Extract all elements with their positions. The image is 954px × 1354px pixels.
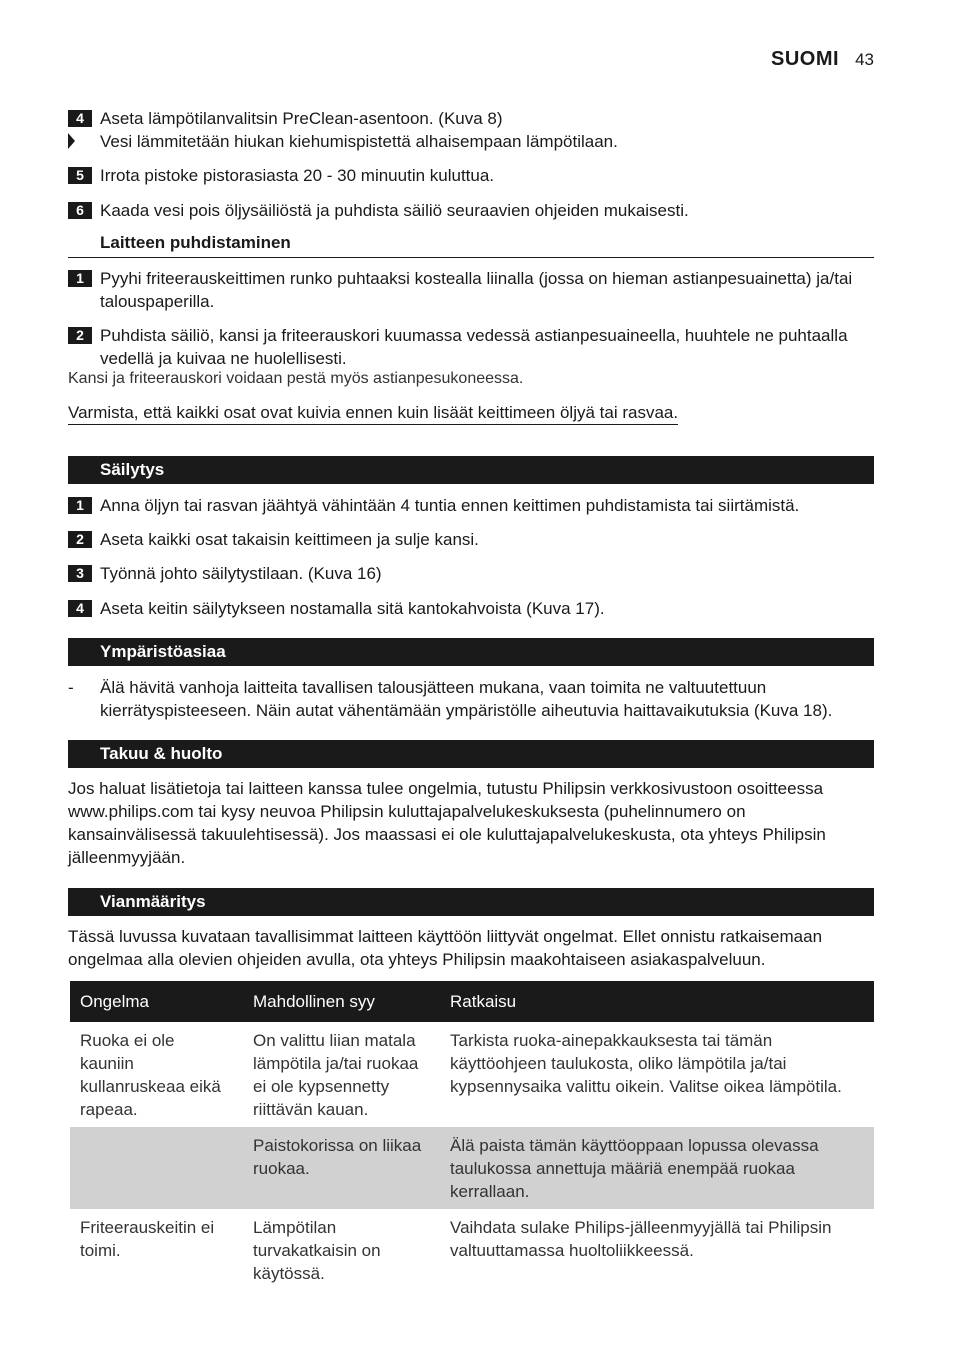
- step-text: Aseta kaikki osat takaisin keittimeen ja sulje kansi.: [100, 530, 479, 549]
- cleaning-note: Kansi ja friteerauskori voidaan pestä myös astianpesukoneessa.: [68, 370, 524, 387]
- table-cell: Friteerauskeitin ei toimi.: [80, 1218, 215, 1260]
- environment-heading: Ympäristöasiaa: [100, 642, 226, 661]
- step-text: Anna öljyn tai rasvan jäähtyä vähintään 4 tuntia ennen keittimen puhdistamista tai siirtämistä.: [100, 496, 800, 515]
- page-number: 43: [855, 50, 874, 69]
- table-cell: On valittu liian matala lämpötila ja/tai ruokaa ei ole kypsennetty riittävän kauan.: [253, 1031, 419, 1119]
- table-cell: Lämpötilan turvakatkaisin on käytössä.: [253, 1218, 381, 1283]
- step-number: 2: [68, 327, 92, 344]
- table-row: [70, 1127, 874, 1209]
- column-header-solution: Ratkaisu: [440, 981, 874, 1022]
- table-row: [70, 1209, 874, 1291]
- column-header-cause: Mahdollinen syy: [243, 981, 440, 1022]
- troubleshooting-table: [70, 981, 874, 1291]
- environment-text: Älä hävitä vanhoja laitteita tavallisen talousjätteen mukana, vaan toimita ne valtuutettuun kierrätyspisteeseen. Näin autat vähentämään ympäristölle aiheutuvia haittavaikutuksia (Kuva 18).: [100, 678, 833, 720]
- cleaning-heading: Laitteen puhdistaminen: [100, 233, 291, 252]
- storage-section-bar: [68, 456, 874, 484]
- column-header-problem: Ongelma: [70, 981, 243, 1022]
- table-cell: Vaihdata sulake Philips-jälleenmyyjällä tai Philipsin valtuuttamassa huoltoliikkeessä.: [450, 1218, 832, 1260]
- step-text: Irrota pistoke pistorasiasta 20 - 30 minuutin kuluttua.: [100, 166, 495, 185]
- step-text: Pyyhi friteerauskeittimen runko puhtaaksi kostealla liinalla (jossa on hieman astianpesuainetta) ja/tai talouspaperilla.: [100, 269, 853, 311]
- warranty-heading: Takuu & huolto: [100, 744, 223, 763]
- heading-rule: [68, 257, 874, 258]
- table-row: [70, 1022, 874, 1127]
- list-bullet: -: [68, 678, 74, 697]
- table-header-row: [70, 981, 874, 1022]
- table-cell: Tarkista ruoka-ainepakkauksesta tai tämän käyttöohjeen taulukosta, oliko lämpötila ja/tai kypsennysaika valittu oikein. Valitse oikea lämpötila.: [450, 1031, 842, 1096]
- step-text: Aseta keitin säilytykseen nostamalla sitä kantokahvoista (Kuva 17).: [100, 599, 605, 618]
- table-cell: Älä paista tämän käyttöoppaan lopussa olevassa taulukossa annettuja määriä enempää ruokaa kerrallaan.: [440, 1127, 874, 1209]
- step-number: 4: [68, 600, 92, 617]
- step-number: 1: [68, 270, 92, 287]
- step-number: 5: [68, 167, 92, 184]
- step-number: 3: [68, 565, 92, 582]
- troubleshooting-text: Tässä luvussa kuvataan tavallisimmat laitteen käyttöön liittyvät ongelmat. Ellet onnistu ratkaisemaan ongelmaa alla olevien ohjeiden avulla, ota yhteys Philipsin maakohtaiseen asiakaspalveluun.: [68, 927, 823, 969]
- step-number: 1: [68, 497, 92, 514]
- table-cell: [70, 1127, 243, 1209]
- page-header: [771, 48, 874, 71]
- table-cell: Ruoka ei ole kauniin kullanruskeaa eikä rapeaa.: [80, 1031, 221, 1119]
- environment-section-bar: [68, 638, 874, 666]
- warranty-section-bar: [68, 740, 874, 768]
- step-number: 2: [68, 531, 92, 548]
- step-text: Kaada vesi pois öljysäiliöstä ja puhdista säiliö seuraavien ohjeiden mukaisesti.: [100, 201, 689, 220]
- step-text: Vesi lämmitetään hiukan kiehumispistettä alhaisempaan lämpötilaan.: [100, 132, 618, 151]
- result-arrow-icon: [68, 133, 75, 149]
- storage-heading: Säilytys: [100, 460, 165, 479]
- section-language: SUOMI: [771, 48, 840, 70]
- cleaning-warning: Varmista, että kaikki osat ovat kuivia ennen kuin lisäät keittimeen öljyä tai rasvaa.: [68, 403, 678, 425]
- troubleshooting-section-bar: [68, 888, 874, 916]
- step-number: 6: [68, 202, 92, 219]
- step-text: Aseta lämpötilanvalitsin PreClean-asentoon. (Kuva 8): [100, 109, 503, 128]
- step-number: 4: [68, 110, 92, 127]
- troubleshooting-heading: Vianmääritys: [100, 892, 206, 911]
- step-text: Puhdista säiliö, kansi ja friteerauskori kuumassa vedessä astianpesuaineella, huuhtele ne puhtaalla vedellä ja kuivaa ne huolellisesti.: [100, 326, 848, 368]
- step-text: Työnnä johto säilytystilaan. (Kuva 16): [100, 564, 382, 583]
- warranty-text: Jos haluat lisätietoja tai laitteen kanssa tulee ongelmia, tutustu Philipsin verkkosivustoon osoitteessa www.philips.com tai kysy neuvoa Philipsin kuluttajapalvelukeskuksesta (puhelinnumero on kansainvälisessä takuulehtisessä). Jos maassasi ei ole kuluttajapalvelukeskusta, ota yhteys Philipsin jälleenmyyjään.: [68, 779, 826, 867]
- table-cell: Paistokorissa on liikaa ruokaa.: [243, 1127, 440, 1209]
